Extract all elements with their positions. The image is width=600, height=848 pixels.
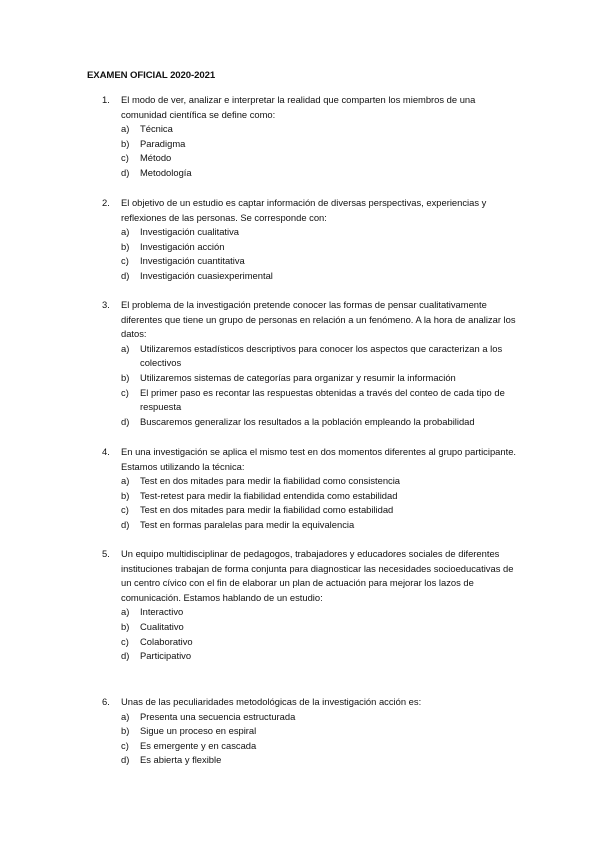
option-b — [102, 489, 522, 504]
option-d — [102, 649, 522, 664]
option-text: Técnica — [140, 123, 173, 135]
option-letter: d) — [121, 415, 130, 427]
question-6 — [102, 695, 522, 768]
option-text: Utilizaremos sistemas de categorías para organizar y resumir la información — [140, 371, 456, 383]
option-text: Investigación cualitativa — [140, 226, 240, 238]
question-number: 1. — [102, 94, 110, 105]
question-1 — [102, 93, 522, 181]
option-text: Colaborativo — [140, 635, 193, 647]
question-text: El objetivo de un estudio es captar información de diversas perspectivas, experiencias y reflexiones de las personas. Se corresponde con: — [121, 197, 487, 223]
question-2 — [102, 196, 522, 284]
question-text: En una investigación se aplica el mismo test en dos momentos diferentes al grupo participante. Estamos utilizando la técnica: — [121, 446, 517, 472]
option-letter: b) — [121, 489, 130, 501]
option-a — [102, 605, 522, 620]
option-c — [102, 635, 522, 650]
option-letter: b) — [121, 371, 130, 383]
option-text: Test-retest para medir la fiabilidad entendida como estabilidad — [140, 489, 398, 501]
option-text: Investigación cuasiexperimental — [140, 269, 273, 281]
option-c — [102, 151, 522, 166]
question-number: 5. — [102, 548, 110, 559]
option-b — [102, 620, 522, 635]
option-letter: a) — [121, 710, 130, 722]
question-number: 4. — [102, 446, 110, 457]
option-letter: a) — [121, 606, 130, 618]
question-text: Un equipo multidisciplinar de pedagogos, trabajadores y educadores sociales de diferentes instituciones trabajan de forma conjunta para diagnosticar las necesidades socioeducativas de un centro cívico con el fin de elaborar un plan de actuación para mejorar los lazos de comunicación. Estamos hablando de un estudio: — [121, 548, 514, 603]
option-letter: a) — [121, 226, 130, 238]
option-text: Investigación cuantitativa — [140, 255, 245, 267]
option-text: Metodología — [140, 166, 192, 178]
option-a — [102, 474, 522, 489]
option-text: Interactivo — [140, 606, 184, 618]
option-text: Investigación acción — [140, 240, 225, 252]
option-text: Es emergente y en cascada — [140, 739, 257, 751]
option-c — [102, 254, 522, 269]
option-a — [102, 122, 522, 137]
option-text: Test en dos mitades para medir la fiabilidad como estabilidad — [140, 504, 394, 516]
option-text: Presenta una secuencia estructurada — [140, 710, 296, 722]
option-letter: b) — [121, 620, 130, 632]
option-letter: c) — [121, 255, 129, 267]
option-b — [102, 371, 522, 386]
option-c — [102, 386, 522, 415]
option-letter: c) — [121, 504, 129, 516]
option-text: Cualitativo — [140, 620, 184, 632]
option-letter: c) — [121, 152, 129, 164]
option-text: Participativo — [140, 650, 192, 662]
option-text: Test en formas paralelas para medir la equivalencia — [140, 518, 355, 530]
option-letter: a) — [121, 475, 130, 487]
option-a — [102, 710, 522, 725]
option-letter: d) — [121, 166, 130, 178]
option-b — [102, 724, 522, 739]
option-d — [102, 415, 522, 430]
option-text: Método — [140, 152, 172, 164]
option-letter: c) — [121, 635, 129, 647]
option-d — [102, 166, 522, 181]
option-a — [102, 342, 522, 371]
option-letter: a) — [121, 123, 130, 135]
option-a — [102, 225, 522, 240]
option-text: Es abierta y flexible — [140, 754, 222, 766]
option-letter: d) — [121, 518, 130, 530]
question-4 — [102, 445, 522, 533]
option-b — [102, 240, 522, 255]
question-5 — [102, 547, 522, 664]
option-letter: c) — [121, 739, 129, 751]
question-text: El problema de la investigación pretende conocer las formas de pensar cualitativamente diferentes que tiene un grupo de personas en relación a un fenómeno. A la hora de analizar los datos: — [121, 299, 516, 340]
option-letter: d) — [121, 650, 130, 662]
option-text: Utilizaremos estadísticos descriptivos para conocer los aspectos que caracterizan a los colectivos — [140, 342, 503, 369]
option-c — [102, 739, 522, 754]
option-text: El primer paso es recontar las respuestas obtenidas a través del conteo de cada tipo de respuesta — [140, 386, 505, 413]
option-text: Paradigma — [140, 137, 186, 149]
option-letter: c) — [121, 386, 129, 398]
question-3 — [102, 298, 522, 429]
option-letter: b) — [121, 137, 130, 149]
question-text: Unas de las peculiaridades metodológicas de la investigación acción es: — [121, 696, 422, 707]
option-text: Sigue un proceso en espiral — [140, 725, 257, 737]
option-letter: d) — [121, 754, 130, 766]
option-b — [102, 137, 522, 152]
option-d — [102, 269, 522, 284]
question-number: 6. — [102, 696, 110, 707]
option-d — [102, 518, 522, 533]
option-text: Test en dos mitades para medir la fiabilidad como consistencia — [140, 475, 401, 487]
option-letter: a) — [121, 342, 130, 354]
question-number: 3. — [102, 299, 110, 310]
question-text: El modo de ver, analizar e interpretar la realidad que comparten los miembros de una comunidad científica se define como: — [121, 94, 476, 120]
option-letter: d) — [121, 269, 130, 281]
option-letter: b) — [121, 725, 130, 737]
question-number: 2. — [102, 197, 110, 208]
option-d — [102, 753, 522, 768]
option-c — [102, 503, 522, 518]
exam-title: EXAMEN OFICIAL 2020-2021 — [87, 70, 216, 81]
option-text: Buscaremos generalizar los resultados a la población empleando la probabilidad — [140, 415, 475, 427]
option-letter: b) — [121, 240, 130, 252]
